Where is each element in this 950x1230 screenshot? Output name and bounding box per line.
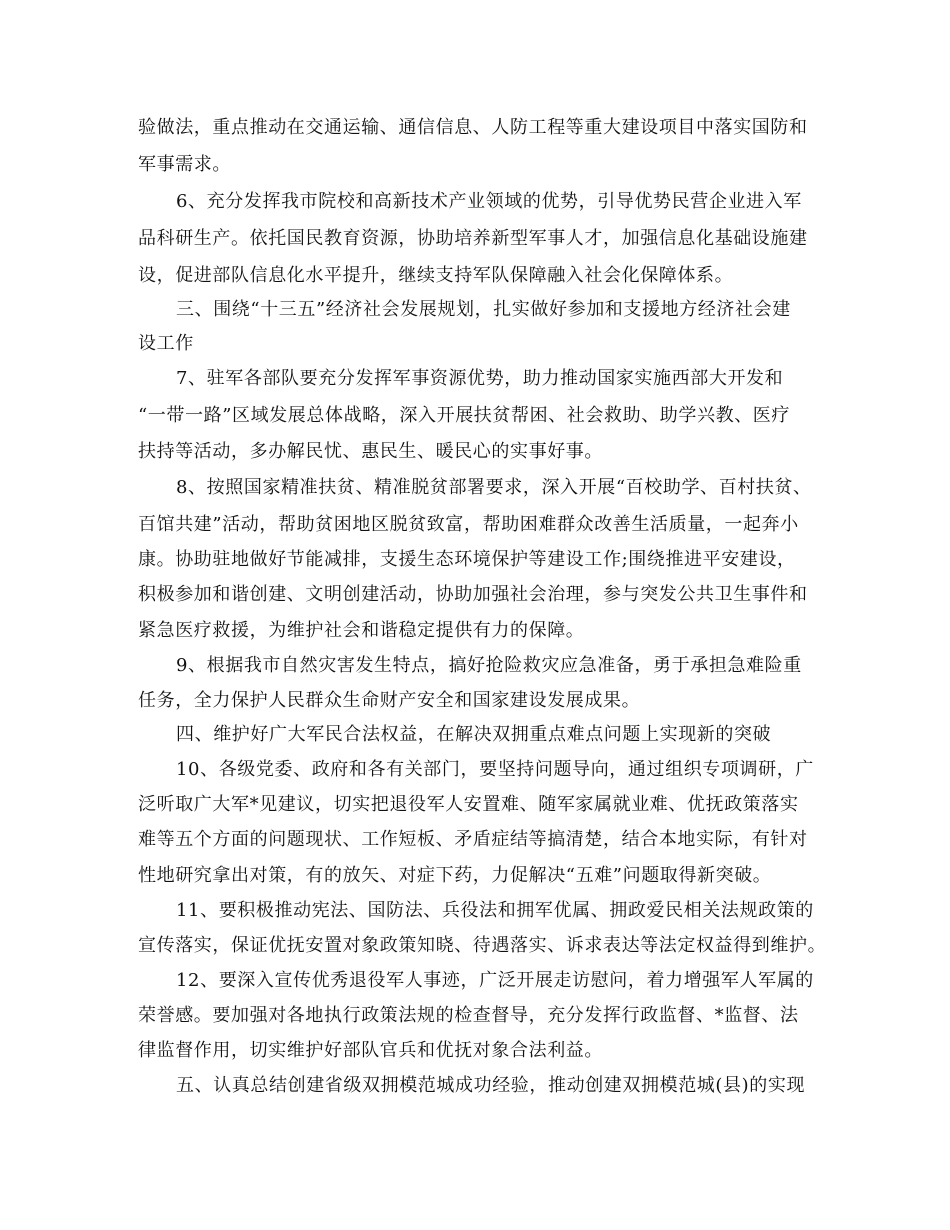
text-line: 律监督作用，切实维护好部队官兵和优抚对象合法利益。 [138,1040,603,1061]
text-line: 军事需求。 [138,154,231,175]
text-line: 11、要积极推动宪法、国防法、兵役法和拥军优属、拥政爱民相关法规政策的 [176,900,814,921]
text-line: 任务，全力保护人民群众生命财产安全和国家建设发展成果。 [138,690,641,711]
text-line: 泛听取广大军*见建议，切实把退役军人安置难、随军家属就业难、优抚政策落实 [138,794,799,815]
text-line: 扶持等活动，多办解民忧、惠民生、暖民心的实事好事。 [138,441,603,462]
section-heading: 设工作 [138,333,194,354]
text-line: 8、按照国家精准扶贫、精准脱贫部署要求，深入开展“百校助学、百村扶贫、 [176,477,812,498]
text-line: 宣传落实，保证优抚安置对象政策知晓、待遇落实、诉求表达等法定权益得到维护。 [138,935,827,956]
text-line: 荣誉感。要加强对各地执行政策法规的检查督导，充分发挥行政监督、*监督、法 [138,1005,799,1026]
section-heading: 四、维护好广大军民合法权益，在解决双拥重点难点问题上实现新的突破 [176,724,772,745]
text-line: 设，促进部队信息化水平提升，继续支持军队保障融入社会化保障体系。 [138,265,734,286]
text-line: 紧急医疗救援，为维护社会和谐稳定提供有力的保障。 [138,620,585,641]
text-line: 9、根据我市自然灾害发生特点，搞好抢险救灾应急准备，勇于承担急难险重 [176,655,802,676]
text-line: “一带一路”区域发展总体战略，深入开展扶贫帮困、社会救助、助学兴教、医疗 [138,405,791,426]
text-line: 康。协助驻地做好节能减排，支援生态环境保护等建设工作;围绕推进平安建设， [138,549,796,570]
text-line: 7、驻军各部队要充分发挥军事资源优势，助力推动国家实施西部大开发和 [176,368,784,389]
text-line: 性地研究拿出对策，有的放矢、对症下药，力促解决“五难”问题取得新突破。 [138,865,772,886]
text-line: 10、各级党委、政府和各有关部门，要坚持问题导向，通过组织专项调研，广 [176,759,814,780]
text-line: 6、充分发挥我市院校和高新技术产业领域的优势，引导优势民营企业进入军 [176,191,802,212]
text-line: 百馆共建”活动，帮助贫困地区脱贫致富，帮助困难群众改善生活质量，一起奔小 [138,514,799,535]
text-line: 12、要深入宣传优秀退役军人事迹，广泛开展走访慰问，着力增强军人军属的 [176,970,814,991]
text-line: 积极参加和谐创建、文明创建活动，协助加强社会治理，参与突发公共卫生事件和 [138,584,808,605]
section-heading: 五、认真总结创建省级双拥模范城成功经验，推动创建双拥模范城(县)的实现 [176,1075,806,1096]
text-line: 难等五个方面的问题现状、工作短板、矛盾症结等搞清楚，结合本地实际，有针对 [138,829,808,850]
text-line: 品科研生产。依托国民教育资源，协助培养新型军事人才，加强信息化基础设施建 [138,228,808,249]
section-heading: 三、围绕“十三五”经济社会发展规划，扎实做好参加和支援地方经济社会建 [176,299,791,320]
text-line: 验做法，重点推动在交通运输、通信信息、人防工程等重大建设项目中落实国防和 [138,117,808,138]
